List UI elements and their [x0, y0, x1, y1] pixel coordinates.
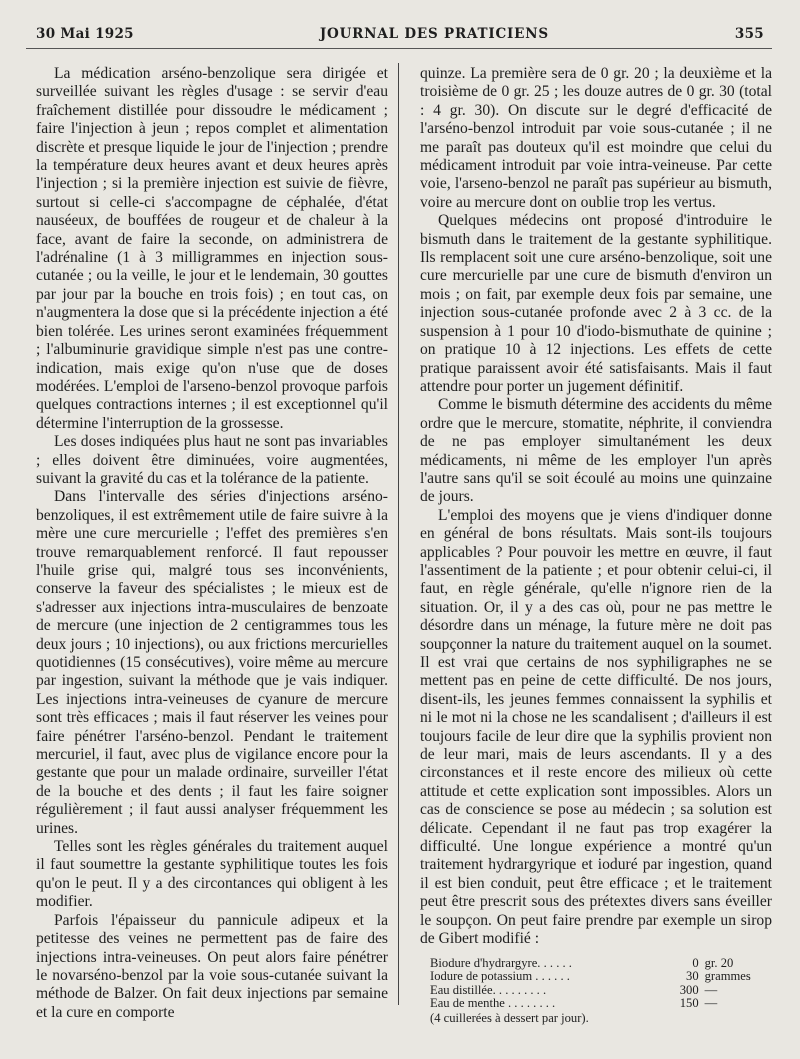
paragraph: Les doses indiquées plus haut ne sont pas invariables ; elles doivent être diminuées, voire augmentées, suivant la gravité du cas et la tolérance de la patiente. — [36, 433, 388, 487]
prescription-formula — [430, 957, 772, 1011]
ingredient-qty: 300 — [679, 982, 699, 997]
paragraph: Telles sont les règles générales du traitement auquel il faut soumettre la gestante syphilitique toutes les fois qu'on le peut. Il y a des circontances qui obligent à les modifier. — [36, 838, 388, 911]
ingredient-unit: — — [704, 982, 718, 997]
ingredient-name: Biodure d'hydrargyre. . . . . . — [430, 955, 572, 970]
page-header — [26, 26, 772, 49]
left-column — [36, 65, 388, 1025]
dosage-note: (4 cuillerées à dessert par jour). — [430, 1010, 589, 1025]
ingredient-name: Iodure de potassium . . . . . . — [430, 969, 570, 983]
paragraph: L'emploi des moyens que je viens d'indiquer donne en général de bons résultats. Mais sont-ils toujours applicables ? Pour pouvoir les mettre en œuvre, il faut l'assentiment de la patiente ; et pour obtenir celui-ci, il faut, en règle générale, qu'elle n'ignore rien de la situation. Or, il y a des cas où, pour ne pas mettre le désordre dans un ménage, la future mère ne doit pas soupçonner la nature du traitement auquel on la soumet. Il est vrai que certains de nos syphiligraphes ne se mettent pas en peine de cette difficulté. De nos jours, disent-ils, les jeunes femmes connaissent la syphilis et ni le mot ni la chose ne les scandalisent ; d'ailleurs il est toujours facile de leur dire que la syphilis provient non de leur mari, mais de leurs ascendants. Il y a des circonstances et il reste encore des milieux où cette attitude et cette explication sont impossibles. Alors un cas de conscience se pose au médecin ; sa solution est délicate. Cependant il ne faut pas trop exagérer la difficulté. Une longue expérience a montré qu'un traitement hydrargyrique et ioduré par ingestion, quand il est bien conduit, peut être efficace ; et le traitement peut être prescrit sous des prétextes divers sans éveiller le soupçon. On peut faire prendre par exemple un sirop de Gibert modifié : — [420, 506, 772, 948]
column-divider — [398, 63, 399, 1005]
ingredient-unit: gr. 20 — [704, 955, 734, 970]
ingredient-unit: grammes — [704, 969, 751, 983]
ingredient-unit: — — [704, 996, 718, 1010]
paragraph: Comme le bismuth détermine des accidents du même ordre que le mercure, stomatite, néphrite, il conviendra de ne pas employer simultanément les deux médicaments, ni même de les employer l'un après l'autre sans qu'il se soit écoulé au moins une quinzaine de jours. — [420, 396, 772, 506]
ingredient-qty: 150 — [679, 996, 699, 1010]
header-date: 30 Mai 1925 — [36, 26, 134, 42]
text-columns — [26, 65, 772, 1025]
formula-row — [430, 984, 772, 998]
ingredient-qty: 0 — [692, 955, 699, 970]
paragraph: Parfois l'épaisseur du pannicule adipeux et la petitesse des veines ne permettent pas de faire des injections intra-veineuses. On peut alors faire pénétrer le novarséno-benzol par la voie sous-cutanée suivant la méthode de Balzer. On fait deux injections par semaine et la cure en comporte — [36, 911, 388, 1021]
ingredient-qty: 30 — [686, 969, 699, 983]
paragraph: Quelques médecins ont proposé d'introduire le bismuth dans le traitement de la gestante syphilitique. Ils remplacent soit une cure arséno-benzolique, soit une cure mercurielle par une cure de bismuth d'environ un mois ; on fait, par exemple deux fois par semaine, une injection sous-cutanée profonde avec 2 à 3 cc. de la suspension à 1 pour 10 d'iodo-bismuthate de quinine ; on pratique 10 à 12 injections. Les effets de cette pratique paraissent avoir été satisfaisants. Mais il faut attendre pour porter un jugement définitif. — [420, 212, 772, 395]
ingredient-name: Eau de menthe . . . . . . . . — [430, 996, 556, 1010]
page-number: 355 — [734, 26, 764, 42]
paragraph: La médication arséno-benzolique sera dirigée et surveillée suivant les règles d'usage : se servir d'eau fraîchement distillée pour dissoudre le médicament ; faire l'injection à jeun ; repos complet et alimentation discrète et presque liquide le jour de l'injection ; prendre la température deux heures avant et deux heures après l'injection ; si la première injection est suivie de fièvre, surtout si celle-ci s'accompagne de céphalée, d'état nauséeux, de bouffées de rougeur et de chaleur à la face, avant de faire la seconde, on administrera de l'adrénaline (1 à 3 milligrammes en injection sous-cutanée ; ou la veille, le jour et le lendemain, 30 gouttes par jour par la bouche en trois fois) ; en tout cas, on n'augmentera la dose que si la précédente injection a été bien tolérée. Les urines seront examinées fréquemment ; l'albuminurie gravidique simple n'est pas une contre-indication, mais exige qu'on n'use que de doses modérées. L'emploi de l'arseno-benzol provoque parfois quelques contractions internes ; il est exceptionnel qu'il détermine l'interruption de la grossesse. — [36, 65, 388, 432]
paragraph: Dans l'intervalle des séries d'injections arséno-benzoliques, il est extrêmement utile de faire suivre à la mère une cure mercurielle ; l'effet des premières s'en trouve remarquablement renforcé. Il faut repousser l'huile grise qui, malgré tous ses inconvénients, conserve la faveur des spécialistes ; le mieux est de s'adresser aux injections intra-musculaires de benzoate de mercure (une injection de 2 centigrammes tous les deux jours ; 10 injections), ou aux frictions mercurielles quotidiennes (15 consécutives), voire même au mercure par ingestion, suivant la méthode que je vais indiquer. Les injections intra-veineuses de cyanure de mercure sont très efficaces ; mais il faut réserver les veines pour faire pénétrer l'arséno-benzol. Pendant le traitement mercuriel, il faut, avec plus de vigilance encore pour la gestante que pour un malade ordinaire, surveiller l'état de la bouche et des dents ; il faut les faire soigner régulièrement ; il faut aussi analyser fréquemment les urines. — [36, 488, 388, 837]
formula-row — [430, 970, 772, 984]
formula-row — [430, 997, 772, 1011]
right-column — [420, 65, 772, 1025]
paragraph-continuation: quinze. La première sera de 0 gr. 20 ; la deuxième et la troisième de 0 gr. 25 ; les douze autres de 0 gr. 30 (total : 4 gr. 30). On discute sur le degré d'efficacité de l'arséno-benzol introduit par voie sous-cutanée ; il ne me paraît pas douteux qu'il est moindre que celui du médicament introduit par voie intra-veineuse. Par cette voie, l'arseno-benzol ne paraît pas supérieur au bismuth, voire au mercure dont on oublie trop les vertus. — [420, 65, 772, 211]
journal-title: JOURNAL DES PRATICIENS — [319, 26, 549, 42]
ingredient-name: Eau distillée. . . . . . . . . — [430, 982, 547, 997]
formula-row — [430, 957, 772, 971]
